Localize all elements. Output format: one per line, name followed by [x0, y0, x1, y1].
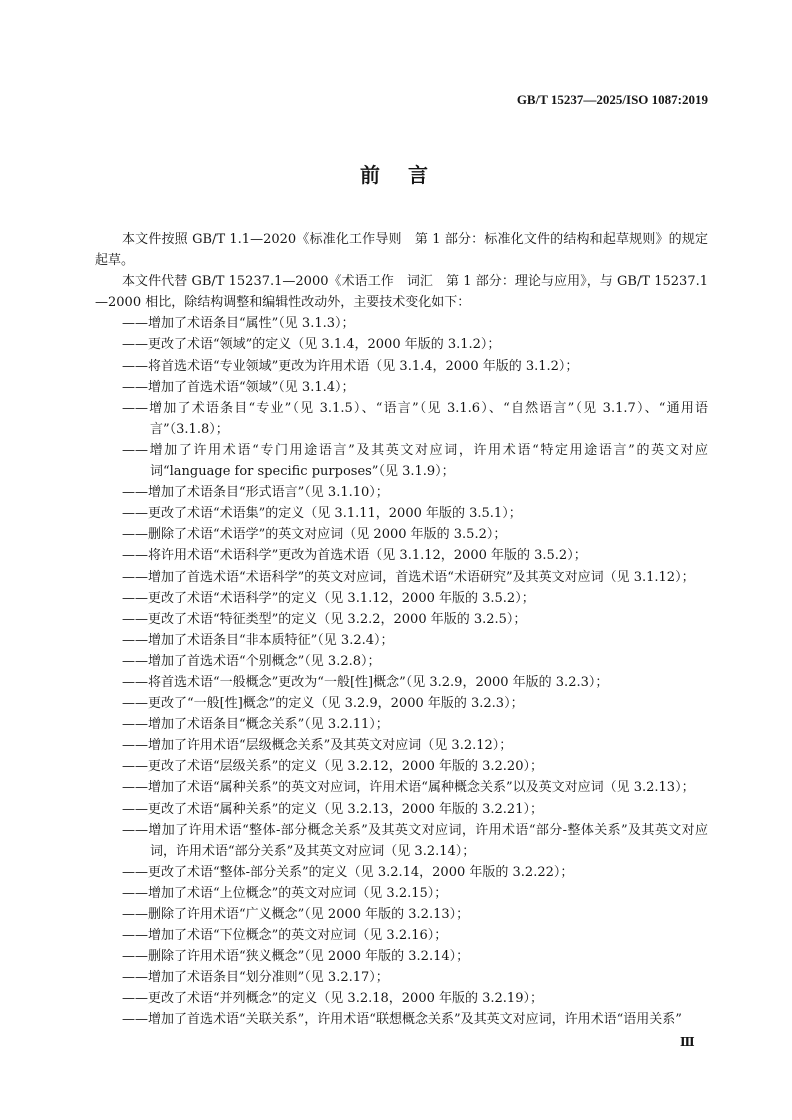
change-item: ——增加了许用术语“整体-部分概念关系”及其英文对应词，许用术语“部分-整体关系”及其英文对应词，许用术语“部分关系”及其英文对应词（见 3.2.14）；	[122, 822, 708, 859]
change-list	[95, 313, 708, 1030]
change-item: ——将首选术语“专业领域”更改为许用术语（见 3.1.4，2000 年版的 3.1.2）；	[122, 358, 579, 374]
change-item: ——更改了术语“特征类型”的定义（见 3.2.2，2000 年版的 3.2.5）；	[122, 611, 527, 627]
change-item: ——更改了术语“层级关系”的定义（见 3.2.12，2000 年版的 3.2.20）；	[122, 759, 543, 775]
change-item: ——删除了术语“术语学”的英文对应词（见 2000 年版的 3.5.2）；	[122, 527, 507, 543]
change-item: ——更改了术语“术语集”的定义（见 3.1.11，2000 年版的 3.5.1）；	[122, 506, 522, 522]
intro-paragraph: 本文件按照 GB/T 1.1—2020《标准化工作导则 第 1 部分：标准化文件的结构和起草规则》的规定起草。	[95, 232, 708, 269]
page-number: Ⅲ	[680, 1035, 695, 1049]
change-item: ——将首选术语“一般概念”更改为“一般[性]概念”（见 3.2.9，2000 年版的 3.2.3）；	[122, 674, 609, 690]
change-item: ——增加了首选术语“关联关系”，许用术语“联想概念关系”及其英文对应词，许用术语“语用关系”	[122, 1012, 682, 1028]
page-title: 前 言	[360, 163, 432, 187]
change-item: ——增加了术语“属种关系”的英文对应词，许用术语“属种概念关系”以及英文对应词（见 3.2.13）；	[122, 780, 695, 796]
change-item: ——更改了术语“整体-部分关系”的定义（见 3.2.14，2000 年版的 3.2.22）；	[122, 864, 574, 880]
change-item: ——增加了许用术语“专门用途语言”及其英文对应词，许用术语“特定用途语言”的英文对应词“language for specific purposes”（见 3.1.9）；	[122, 442, 708, 480]
replacement-paragraph: 本文件代替 GB/T 15237.1—2000《术语工作 词汇 第 1 部分：理论与应用》，与 GB/T 15237.1—2000 相比，除结构调整和编辑性改动外，主要技术变化如下：	[95, 274, 708, 311]
change-item: ——增加了术语条目“属性”（见 3.1.3）；	[122, 316, 355, 332]
standard-number-header: GB/T 15237—2025/ISO 1087:2019	[516, 92, 708, 107]
change-item: ——增加了术语条目“形式语言”（见 3.1.10）；	[122, 485, 389, 501]
change-item: ——删除了许用术语“广义概念”（见 2000 年版的 3.2.13）；	[122, 907, 470, 922]
change-item: ——增加了术语条目“专业”（见 3.1.5）、“语言”（见 3.1.6）、“自然语言”（见 3.1.7）、“通用语言”（3.1.8）；	[122, 400, 708, 437]
change-item: ——增加了术语条目“划分准则”（见 3.2.17）；	[122, 970, 389, 986]
change-item: ——增加了术语条目“概念关系”（见 3.2.11）；	[122, 717, 389, 733]
change-item: ——删除了许用术语“狭义概念”（见 2000 年版的 3.2.14）；	[122, 949, 470, 965]
change-item: ——更改了术语“属种关系”的定义（见 3.2.13，2000 年版的 3.2.21）；	[122, 801, 543, 817]
foreword-body	[95, 229, 708, 1031]
change-item: ——将许用术语“术语科学”更改为首选术语（见 3.1.12，2000 年版的 3.5.2）；	[122, 548, 587, 564]
change-item: ——增加了术语“下位概念”的英文对应词（见 3.2.16）；	[122, 928, 448, 944]
change-item: ——增加了首选术语“术语科学”的英文对应词，首选术语“术语研究”及其英文对应词（见 3.1.12）；	[122, 569, 695, 585]
change-item: ——更改了术语“术语科学”的定义（见 3.1.12，2000 年版的 3.5.2）；	[122, 590, 535, 606]
change-item: ——增加了术语“上位概念”的英文对应词（见 3.2.15）；	[122, 885, 448, 901]
change-item: ——更改了术语“领域”的定义（见 3.1.4，2000 年版的 3.1.2）；	[122, 337, 501, 353]
change-item: ——增加了术语条目“非本质特征”（见 3.2.4）；	[122, 632, 394, 648]
change-item: ——更改了术语“并列概念”的定义（见 3.2.18，2000 年版的 3.2.19）；	[122, 991, 543, 1007]
change-item: ——更改了“一般[性]概念”的定义（见 3.2.9，2000 年版的 3.2.3）；	[122, 696, 524, 712]
change-item: ——增加了许用术语“层级概念关系”及其英文对应词（见 3.2.12）；	[122, 738, 513, 754]
change-item: ——增加了首选术语“个别概念”（见 3.2.8）；	[122, 653, 381, 669]
change-item: ——增加了首选术语“领域”（见 3.1.4）；	[122, 379, 355, 395]
